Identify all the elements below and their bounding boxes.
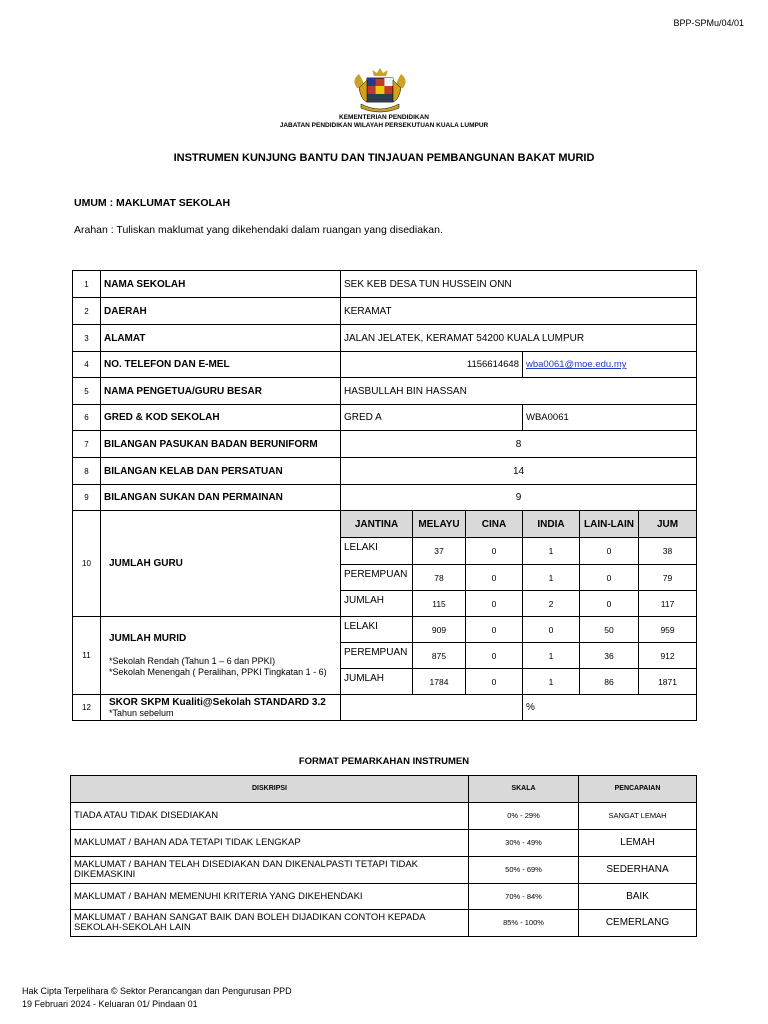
field-label: BILANGAN KELAB DAN PERSATUAN <box>101 458 341 485</box>
scale-cell: 50% - 69% <box>469 857 579 884</box>
table-row <box>71 830 697 857</box>
gender-label: JUMLAH <box>341 591 413 617</box>
row-number: 1 <box>73 271 101 298</box>
row-number: 10 <box>73 511 101 617</box>
district-field[interactable]: KERAMAT <box>341 298 697 325</box>
format-title: FORMAT PEMARKAHAN INSTRUMEN <box>298 756 470 767</box>
achievement-cell: LEMAH <box>579 830 697 857</box>
count-cell[interactable]: 1 <box>523 643 580 669</box>
column-header: PENCAPAIAN <box>579 776 697 803</box>
table-row <box>73 378 697 405</box>
table-row <box>71 857 697 884</box>
row-number: 8 <box>73 458 101 485</box>
description-cell: MAKLUMAT / BAHAN SANGAT BAIK DAN BOLEH DIJADIKAN CONTOH KEPADA SEKOLAH-SEKOLAH LAIN <box>71 910 469 937</box>
field-label: NO. TELEFON DAN E-MEL <box>101 352 341 378</box>
total-cell[interactable]: 912 <box>639 643 697 669</box>
table-row <box>73 695 697 721</box>
row-number: 9 <box>73 485 101 511</box>
gender-label: LELAKI <box>341 617 413 643</box>
table-row <box>73 271 697 298</box>
field-label: DAERAH <box>101 298 341 325</box>
count-cell[interactable]: 1 <box>523 669 580 695</box>
table-row <box>73 485 697 511</box>
table-row <box>73 458 697 485</box>
row-number: 3 <box>73 325 101 352</box>
field-label: ALAMAT <box>101 325 341 352</box>
total-cell[interactable]: 79 <box>639 565 697 591</box>
scale-cell: 30% - 49% <box>469 830 579 857</box>
table-row <box>73 431 697 458</box>
gender-label: PEREMPUAN <box>341 565 413 591</box>
field-label: NAMA PENGETUA/GURU BESAR <box>101 378 341 405</box>
achievement-cell: BAIK <box>579 884 697 910</box>
field-label: JUMLAH MURID <box>109 633 187 644</box>
count-cell[interactable]: 1784 <box>413 669 466 695</box>
count-cell[interactable]: 50 <box>580 617 639 643</box>
school-name-field[interactable]: SEK KEB DESA TUN HUSSEIN ONN <box>341 271 697 298</box>
table-row <box>73 617 697 643</box>
count-cell[interactable]: 0 <box>466 617 523 643</box>
row-number: 11 <box>73 617 101 695</box>
address-field[interactable]: JALAN JELATEK, KERAMAT 54200 KUALA LUMPUR <box>341 325 697 352</box>
uniform-units-field[interactable]: 8 <box>341 431 697 458</box>
page-title: INSTRUMEN KUNJUNG BANTU DAN TINJAUAN PEMBANGUNAN BAKAT MURID <box>173 152 595 164</box>
phone-field[interactable]: 1156614648 <box>341 352 523 378</box>
department-name: JABATAN PENDIDIKAN WILAYAH PERSEKUTUAN KUALA LUMPUR <box>279 122 489 129</box>
count-cell[interactable]: 0 <box>580 565 639 591</box>
school-grade-field[interactable]: GRED A <box>341 405 523 431</box>
row-number: 5 <box>73 378 101 405</box>
count-cell[interactable]: 78 <box>413 565 466 591</box>
achievement-cell: SANGAT LEMAH <box>579 803 697 830</box>
column-header: JANTINA <box>341 511 413 538</box>
footer <box>22 985 292 1011</box>
count-cell[interactable]: 2 <box>523 591 580 617</box>
score-label-cell <box>101 695 341 721</box>
count-cell[interactable]: 0 <box>466 669 523 695</box>
score-percent-cell: % <box>523 695 697 721</box>
table-row <box>73 511 697 538</box>
secondary-school-note: *Sekolah Menengah ( Peralihan, PPKI Tingkatan 1 - 6) <box>109 667 327 677</box>
row-number: 4 <box>73 352 101 378</box>
count-cell[interactable]: 86 <box>580 669 639 695</box>
copyright-text: Hak Cipta Terpelihara © Sektor Perancangan dan Pengurusan PPD <box>22 986 292 996</box>
gender-label: LELAKI <box>341 538 413 565</box>
table-row <box>71 884 697 910</box>
total-cell[interactable]: 1871 <box>639 669 697 695</box>
clubs-field[interactable]: 14 <box>341 458 697 485</box>
description-cell: MAKLUMAT / BAHAN MEMENUHI KRITERIA YANG DIKEHENDAKI <box>71 884 469 910</box>
count-cell[interactable]: 1 <box>523 538 580 565</box>
count-cell[interactable]: 0 <box>580 538 639 565</box>
count-cell[interactable]: 909 <box>413 617 466 643</box>
field-label: BILANGAN SUKAN DAN PERMAINAN <box>101 485 341 511</box>
count-cell[interactable]: 0 <box>466 565 523 591</box>
ministry-name: KEMENTERIAN PENDIDIKAN <box>339 114 429 121</box>
field-label: JUMLAH GURU <box>101 511 341 617</box>
table-row <box>71 910 697 937</box>
coat-of-arms-icon <box>349 66 411 114</box>
row-number: 7 <box>73 431 101 458</box>
table-row <box>73 352 697 378</box>
table-row <box>73 298 697 325</box>
description-cell: TIADA ATAU TIDAK DISEDIAKAN <box>71 803 469 830</box>
count-cell[interactable]: 1 <box>523 565 580 591</box>
count-cell[interactable]: 0 <box>580 591 639 617</box>
scale-cell: 0% - 29% <box>469 803 579 830</box>
column-header: JUM <box>639 511 697 538</box>
column-header: INDIA <box>523 511 580 538</box>
table-row <box>71 776 697 803</box>
column-header: SKALA <box>469 776 579 803</box>
instruction-text: Arahan : Tuliskan maklumat yang dikehendaki dalam ruangan yang disediakan. <box>74 224 443 236</box>
section-title: UMUM : MAKLUMAT SEKOLAH <box>74 197 231 209</box>
column-header: LAIN-LAIN <box>580 511 639 538</box>
school-info-table <box>72 270 697 721</box>
field-label: GRED & KOD SEKOLAH <box>101 405 341 431</box>
count-cell[interactable]: 0 <box>466 591 523 617</box>
sports-field[interactable]: 9 <box>341 485 697 511</box>
table-row <box>71 803 697 830</box>
field-label: BILANGAN PASUKAN BADAN BERUNIFORM <box>101 431 341 458</box>
score-value-field[interactable] <box>341 695 523 721</box>
release-text: 19 Februari 2024 - Keluaran 01/ Pindaan 01 <box>22 999 198 1009</box>
ministry-block <box>0 114 768 130</box>
field-label: SKOR SKPM Kualiti@Sekolah STANDARD 3.2 <box>109 696 326 708</box>
count-cell[interactable]: 875 <box>413 643 466 669</box>
scoring-format-table <box>70 775 697 937</box>
column-header: DISKRIPSI <box>71 776 469 803</box>
achievement-cell: SEDERHANA <box>579 857 697 884</box>
email-link[interactable]: wba0061@moe.edu.my <box>526 359 627 370</box>
email-cell <box>523 352 697 378</box>
students-label-cell <box>101 617 341 695</box>
count-cell[interactable]: 115 <box>413 591 466 617</box>
count-cell[interactable]: 37 <box>413 538 466 565</box>
table-row <box>73 405 697 431</box>
total-cell[interactable]: 38 <box>639 538 697 565</box>
scale-cell: 70% - 84% <box>469 884 579 910</box>
row-number: 2 <box>73 298 101 325</box>
scale-cell: 85% - 100% <box>469 910 579 937</box>
gender-label: JUMLAH <box>341 669 413 695</box>
primary-school-note: *Sekolah Rendah (Tahun 1 – 6 dan PPKI) <box>109 656 276 666</box>
total-cell[interactable]: 959 <box>639 617 697 643</box>
achievement-cell: CEMERLANG <box>579 910 697 937</box>
count-cell[interactable]: 0 <box>466 643 523 669</box>
count-cell[interactable]: 36 <box>580 643 639 669</box>
previous-year-note: *Tahun sebelum <box>109 707 174 718</box>
description-cell: MAKLUMAT / BAHAN TELAH DISEDIAKAN DAN DIKENALPASTI TETAPI TIDAK DIKEMASKINI <box>71 857 469 884</box>
table-row <box>73 325 697 352</box>
school-code-field[interactable]: WBA0061 <box>523 405 697 431</box>
count-cell[interactable]: 0 <box>523 617 580 643</box>
column-header: CINA <box>466 511 523 538</box>
count-cell[interactable]: 0 <box>466 538 523 565</box>
principal-name-field[interactable]: HASBULLAH BIN HASSAN <box>341 378 697 405</box>
row-number: 6 <box>73 405 101 431</box>
gender-label: PEREMPUAN <box>341 643 413 669</box>
row-number: 12 <box>73 695 101 721</box>
description-cell: MAKLUMAT / BAHAN ADA TETAPI TIDAK LENGKAP <box>71 830 469 857</box>
document-code: BPP-SPMu/04/01 <box>673 18 744 28</box>
column-header: MELAYU <box>413 511 466 538</box>
total-cell[interactable]: 117 <box>639 591 697 617</box>
field-label: NAMA SEKOLAH <box>101 271 341 298</box>
